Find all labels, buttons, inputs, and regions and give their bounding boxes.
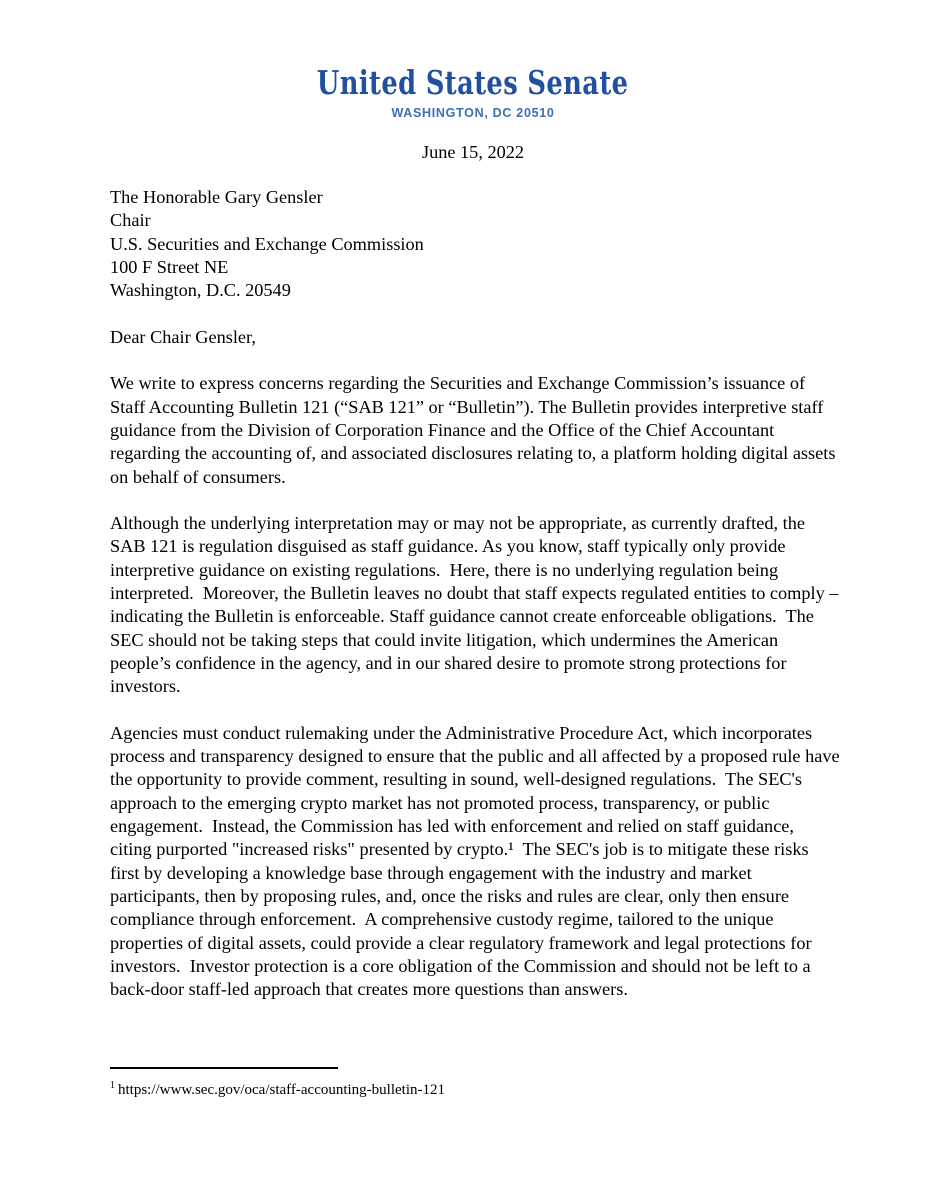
salutation: Dear Chair Gensler, bbox=[110, 326, 256, 347]
letter-body bbox=[110, 186, 845, 1001]
footnote-url: https://www.sec.gov/oca/staff-accounting-bulletin-121 bbox=[118, 1082, 446, 1098]
footnote-divider bbox=[110, 1067, 338, 1069]
paragraph-2: Although the underlying interpretation may or may not be appropriate, as currently drafted, the SAB 121 is regulation disguised as staff guidance. As you know, staff typically only provide interpretive guidance on existing regulations. Here, there is no underlying regulation being interpreted. Moreover, the Bulletin leaves no doubt that staff expects regulated entities to comply – indicating the Bulletin is enforceable. Staff guidance cannot create enforceable obligations. The SEC should not be taking steps that could invite litigation, which undermines the American people’s confidence in the agency, and in our shared desire to promote strong protections for investors. bbox=[110, 513, 844, 697]
recipient-organization: U.S. Securities and Exchange Commission bbox=[110, 233, 424, 254]
paragraph-1: We write to express concerns regarding the Securities and Exchange Commission’s issuance of Staff Accounting Bulletin 121 (“SAB 121” or “Bulletin”). The Bulletin provides interpretive staff guidance from the Division of Corporation Finance and the Office of the Chief Accountant regarding the accounting of, and associated disclosures relating to, a platform holding digital assets on behalf of consumers. bbox=[110, 373, 841, 487]
footnote bbox=[110, 1080, 840, 1100]
recipient-street: 100 F Street NE bbox=[110, 256, 229, 277]
footnote-marker: 1 bbox=[110, 1080, 115, 1091]
recipient-title: Chair bbox=[110, 210, 151, 231]
letterhead-city-line: WASHINGTON, DC 20510 bbox=[391, 105, 555, 120]
letter-date: June 15, 2022 bbox=[421, 142, 525, 162]
letterhead bbox=[0, 63, 946, 120]
recipient-city: Washington, D.C. 20549 bbox=[110, 280, 291, 301]
recipient-address-block bbox=[110, 186, 840, 302]
paragraph-3: Agencies must conduct rulemaking under the Administrative Procedure Act, which incorporates process and transparency designed to ensure that the public and all affected by a proposed rule have the opportunity to provide comment, resulting in sound, well-designed regulations. The SEC's approach to the emerging crypto market has not promoted process, transparency, or public engagement. Instead, the Commission has led with enforcement and relied on staff guidance, citing purported "increased risks" presented by crypto.¹ The SEC's job is to mitigate these risks first by developing a knowledge base through engagement with the industry and market participants, then by proposing rules, and, once the risks and rules are clear, only then ensure compliance through enforcement. A comprehensive custody regime, tailored to the unique properties of digital assets, could provide a clear regulatory framework and legal protections for investors. Investor protection is a core obligation of the Commission and should not be left to a back-door staff-led approach that creates more questions than answers. bbox=[110, 722, 845, 1000]
recipient-name: The Honorable Gary Gensler bbox=[110, 187, 323, 207]
letterhead-title: United States Senate bbox=[317, 63, 629, 102]
